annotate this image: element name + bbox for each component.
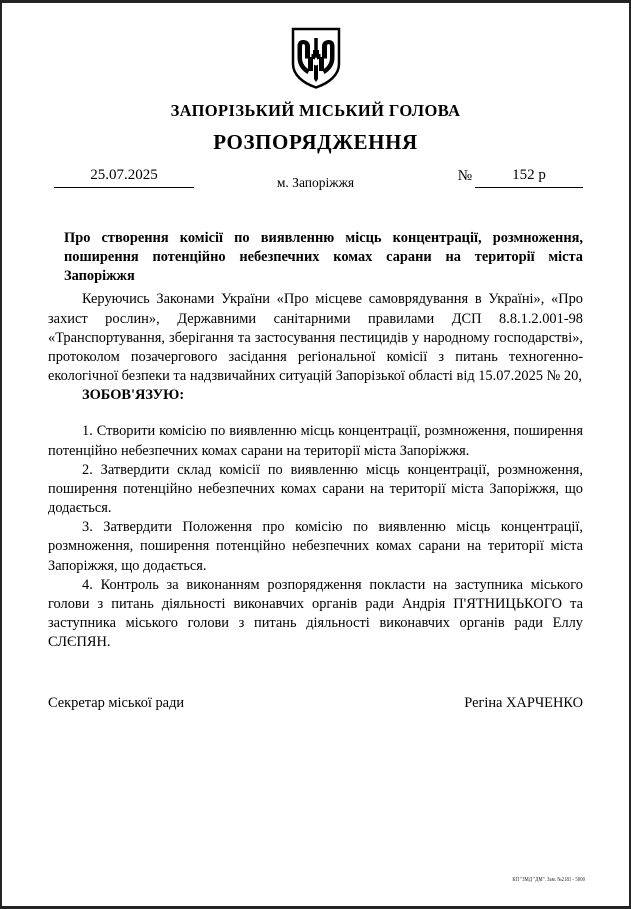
document-body (48, 229, 583, 652)
signature-block (48, 695, 583, 712)
document-item: 4. Контроль за виконанням розпорядження покласти на заступника міського голови з питань діяльності виконавчих органів ради Андрія П'ЯТНИЦЬКОГО та заступника міського голови з питань діяльності виконавчих органів ради Еллу СЛЄПЯН. (48, 576, 583, 651)
document-date: 25.07.2025 (54, 167, 194, 188)
document-subject: Про створення комісії по виявленню місць концентрації, розмноження, поширення потенційно небезпечних комах сарани на території міста Запоріжжя (64, 230, 583, 285)
organization-title: ЗАПОРІЗЬКИЙ МІСЬКИЙ ГОЛОВА (170, 101, 461, 120)
signatory-name: Регіна ХАРЧЕНКО (464, 695, 583, 711)
document-number-group (458, 167, 583, 188)
document-number: 152 р (475, 167, 583, 188)
document-preamble: Керуючись Законами України «Про місцеве самоврядування в Україні», «Про захист рослин», Державними санітарними правилами ДСП 8.8.1.2.001-98 «Транспортування, зберігання та застосування пестицидів у народному господарстві», протоколом позачергового засідання регіональної комісії з питань техногенно-екологічної безпеки та надзвичайних ситуацій Запорізької області від 15.07.2025 № 20, (48, 291, 583, 385)
document-city: м. Запоріжжя (276, 175, 355, 190)
emblem-container (48, 3, 583, 89)
printing-house-imprint: КП "ЗМД "ДМ". Зам. №2181 - 5000 (512, 875, 585, 882)
oblige-keyword: ЗОБОВ'ЯЗУЮ: (82, 387, 185, 404)
document-meta-row (48, 165, 583, 199)
document-items-list (48, 422, 583, 652)
signatory-role: Секретар міської ради (48, 695, 185, 711)
ukrainian-trident-coat-of-arms-icon (290, 27, 342, 89)
document-item: 1. Створити комісію по виявленню місць концентрації, розмноження, поширення потенційно небезпечних комах сарани на території міста Запоріжжя. (48, 423, 583, 459)
document-sheet (2, 3, 629, 906)
document-item: 3. Затвердити Положення про комісію по виявленню місць концентрації, розмноження, поширення потенційно небезпечних комах сарани на території міста Запоріжжя, що додається. (48, 519, 583, 574)
number-sign: № (457, 168, 472, 184)
document-item: 2. Затвердити склад комісії по виявленню місць концентрації, розмноження, поширення потенційно небезпечних комах сарани на території міста Запоріжжя, що додається. (48, 461, 583, 517)
document-kind-title: РОЗПОРЯДЖЕННЯ (213, 130, 418, 154)
